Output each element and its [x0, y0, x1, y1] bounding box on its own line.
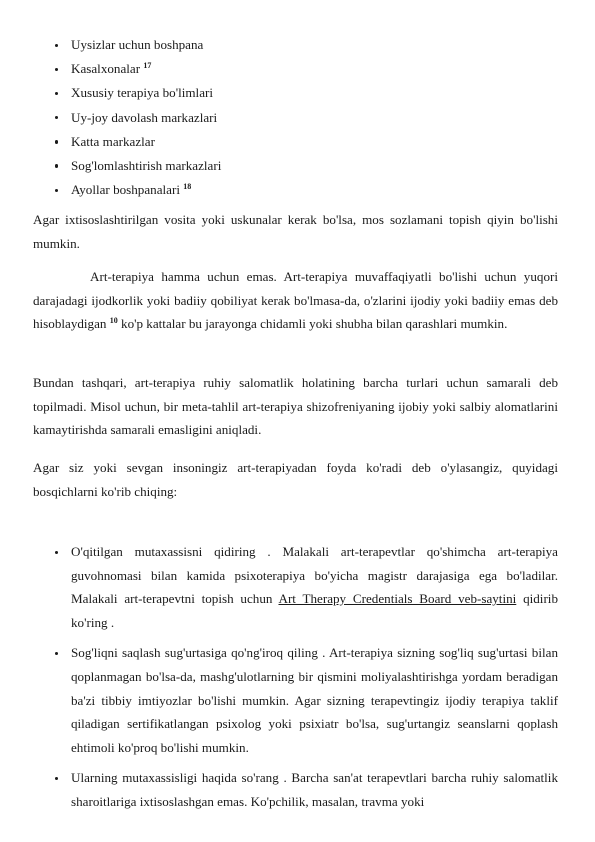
list-item-text: Uy-joy davolash markazlari [71, 109, 218, 125]
footnote-ref[interactable]: 17 [143, 61, 152, 71]
footnote-ref[interactable]: 18 [183, 182, 192, 192]
paragraph-equipment: Agar ixtisoslashtirilgan vosita yoki uskunalar kerak bo'lsa, mos sozlamani topish qiyin bo'lishi mumkin. [33, 212, 558, 251]
list-item [52, 178, 552, 202]
paragraph-text: ko'p kattalar bu jarayonga chidamli yoki shubha bilan qarashlari mumkin. [121, 316, 508, 332]
list-item-text: Ayollar boshpanalari [71, 182, 180, 198]
list-item [52, 130, 552, 154]
paragraph-steps-intro: Agar siz yoki sevgan insoningiz art-terapiyadan foyda ko'radi deb o'ylasangiz, quyidagi bosqichlarni ko'rib chiqing: [33, 460, 558, 499]
list-item [52, 81, 552, 105]
list-item-text: Katta markazlar [71, 133, 155, 149]
list-item [52, 766, 558, 813]
list-item-text: qidirib ko'ring . [71, 591, 558, 630]
paragraph-text: Art-terapiya hamma uchun emas. Art-terapiya muvaffaqiyatli bo'lishi uchun yuqori darajadagi ijodkorlik yoki badiiy qobiliyat kerak bo'lmasa-da, o'zlarini ijodiy yoki badiiy emas deb hisoblaydigan [33, 269, 558, 332]
list-item [52, 57, 552, 81]
list-item-text: O'qitilgan mutaxassisni qidiring . Malakali art-terapevtlar qo'shimcha art-terapiya guvohnomasi bilan kamida psixoterapiya bo'yicha magistr darajasiga ega bo'ladilar. Malakali art-terapevtni topish uchun [71, 544, 558, 607]
footnote-ref[interactable]: 10 [109, 316, 118, 326]
list-item-text: Uysizlar uchun boshpana [71, 37, 204, 52]
steps-list [52, 540, 558, 821]
settings-list [52, 33, 552, 202]
list-item-text: Xususiy terapiya bo'limlari [71, 85, 213, 101]
list-item [52, 106, 552, 130]
list-item-text: Ularning mutaxassisligi haqida so'rang . Barcha san'at terapevtlari barcha ruhiy salomatlik sharoitlariga ixtisoslashgan emas. Ko'pchilik, masalan, travma yoki [71, 770, 558, 809]
list-item-text: Sog'liqni saqlash sug'urtasiga qo'ng'iroq qiling . Art-terapiya sizning sog'liq sug'urtasi bilan qoplanmagan bo'lsa-da, mashg'ulotlarning bir qismini moliyalashtirishga yordam beradigan ba'zi tibbiy imtiyozlar bo'lishi mumkin. Agar sizning terapevtingiz ijodiy terapiya taklif qiladigan sertifikatlangan psixolog yoki psixiatr bo'lsa, sug'urtangiz seanslarni qoplash ehtimoli ko'proq bo'lishi mumkin. [71, 645, 558, 755]
list-item-text: Sog'lomlashtirish markazlari [71, 157, 222, 173]
list-item [52, 540, 558, 634]
list-item [52, 154, 552, 178]
paragraph-limitations [33, 265, 558, 338]
list-item [52, 641, 558, 759]
list-item [52, 33, 552, 57]
credentials-board-link[interactable]: Art Therapy Credentials Board veb-saytini [278, 591, 517, 607]
list-item-text: Kasalxonalar [71, 61, 141, 77]
paragraph-effectiveness: Bundan tashqari, art-terapiya ruhiy salomatlik holatining barcha turlari uchun samarali deb topilmadi. Misol uchun, bir meta-tahlil art-terapiya shizofreniyaning ijobiy yoki salbiy alomatlarini kamaytirishda samarali emasligini aniqladi. [33, 375, 558, 438]
